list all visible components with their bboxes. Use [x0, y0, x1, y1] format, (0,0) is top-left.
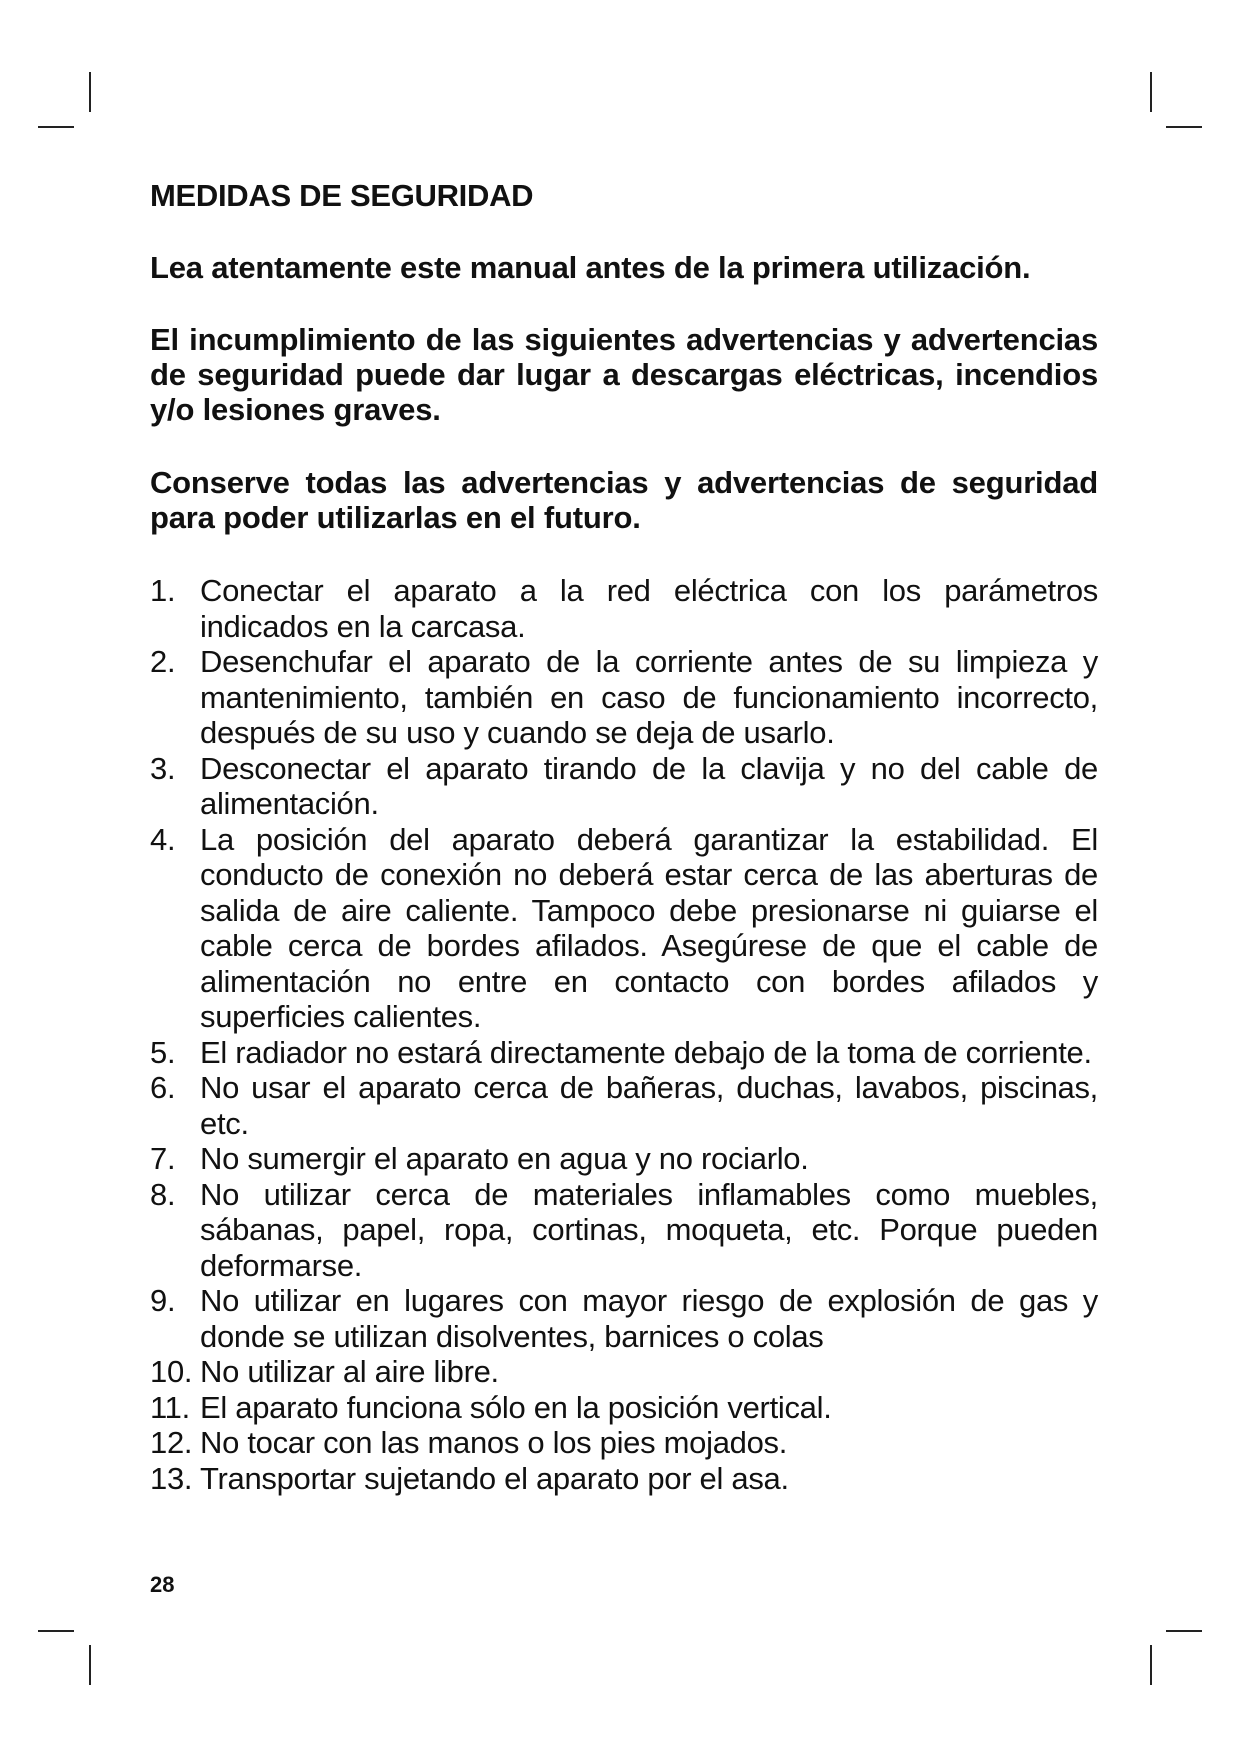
list-item-number: 11.: [150, 1389, 190, 1425]
crop-mark-bottom-left-horizontal: [38, 1630, 74, 1632]
list-item-number: 12.: [150, 1425, 193, 1460]
list-item-number: 7.: [150, 1141, 176, 1176]
list-item-text: Conectar el aparato a la red eléctrica con los parámetros indicados en la carcasa.: [200, 573, 1098, 644]
crop-mark-bottom-right-vertical: [1150, 1645, 1152, 1685]
list-item-number: 13.: [150, 1460, 193, 1496]
list-item-text: No utilizar en lugares con mayor riesgo de explosión de gas y donde se utilizan disolventes, barnices o colas: [200, 1283, 1098, 1354]
list-item-text: No usar el aparato cerca de bañeras, duchas, lavabos, piscinas, etc.: [200, 1070, 1098, 1141]
intro-paragraph: Lea atentamente este manual antes de la primera utilización.: [150, 250, 1031, 285]
page-number: 28: [150, 1572, 175, 1597]
list-item: [150, 751, 1098, 822]
list-item-text: No sumergir el aparato en agua y no rociarlo.: [200, 1141, 809, 1176]
crop-mark-top-left-horizontal: [38, 126, 74, 128]
document-body: [150, 178, 1098, 1496]
list-item-number: 2.: [150, 644, 176, 679]
list-item: [150, 644, 1098, 751]
list-item-number: 10.: [150, 1354, 193, 1389]
list-item: [150, 1354, 1098, 1390]
list-item: [150, 1070, 1098, 1141]
list-item-number: 5.: [150, 1034, 176, 1070]
crop-mark-top-right-vertical: [1150, 72, 1152, 112]
warning-paragraph: El incumplimiento de las siguientes advertencias y advertencias de seguridad puede dar lugar a descargas eléctricas, incendios y/o lesiones graves.: [150, 322, 1098, 427]
crop-mark-top-right-horizontal: [1166, 126, 1202, 128]
list-item-number: 3.: [150, 750, 176, 786]
list-item-text: Desenchufar el aparato de la corriente antes de su limpieza y mantenimiento, también en caso de funcionamiento incorrecto, después de su uso y cuando se deja de usarlo.: [200, 644, 1098, 750]
list-item: [150, 1461, 1098, 1497]
list-item-text: No tocar con las manos o los pies mojados.: [200, 1425, 788, 1460]
list-item: [150, 573, 1098, 644]
crop-mark-top-left-vertical: [89, 72, 91, 112]
list-item: [150, 1035, 1098, 1071]
list-item: [150, 822, 1098, 1035]
crop-mark-bottom-left-vertical: [89, 1645, 91, 1685]
list-item-number: 9.: [150, 1283, 176, 1318]
list-item-number: 8.: [150, 1176, 176, 1212]
safety-list: [150, 573, 1098, 1496]
list-item-text: La posición del aparato deberá garantizar la estabilidad. El conducto de conexión no deberá estar cerca de las aberturas de salida de aire caliente. Tampoco debe presionarse ni guiarse el cable cerca de bordes afilados. Asegúrese de que el cable de alimentación no entre en contacto con bordes afilados y superficies calientes.: [200, 821, 1098, 1034]
list-item-text: Desconectar el aparato tirando de la clavija y no del cable de alimentación.: [200, 750, 1098, 821]
list-item-text: El radiador no estará directamente debajo de la toma de corriente.: [200, 1034, 1092, 1070]
crop-mark-bottom-right-horizontal: [1166, 1630, 1202, 1632]
list-item-number: 1.: [150, 573, 176, 608]
list-item: [150, 1425, 1098, 1461]
list-item-number: 4.: [150, 821, 176, 857]
list-item-text: No utilizar al aire libre.: [200, 1354, 499, 1389]
page-title: MEDIDAS DE SEGURIDAD: [150, 178, 534, 213]
list-item: [150, 1283, 1098, 1354]
list-item: [150, 1141, 1098, 1177]
list-item-number: 6.: [150, 1070, 176, 1105]
list-item-text: El aparato funciona sólo en la posición vertical.: [200, 1389, 832, 1425]
keep-notice-paragraph: Conserve todas las advertencias y advertencias de seguridad para poder utilizarlas en el futuro.: [150, 465, 1098, 535]
list-item: [150, 1177, 1098, 1284]
list-item-text: No utilizar cerca de materiales inflamables como muebles, sábanas, papel, ropa, cortinas, moqueta, etc. Porque pueden deformarse.: [200, 1176, 1098, 1283]
list-item-text: Transportar sujetando el aparato por el asa.: [200, 1460, 789, 1496]
list-item: [150, 1390, 1098, 1426]
